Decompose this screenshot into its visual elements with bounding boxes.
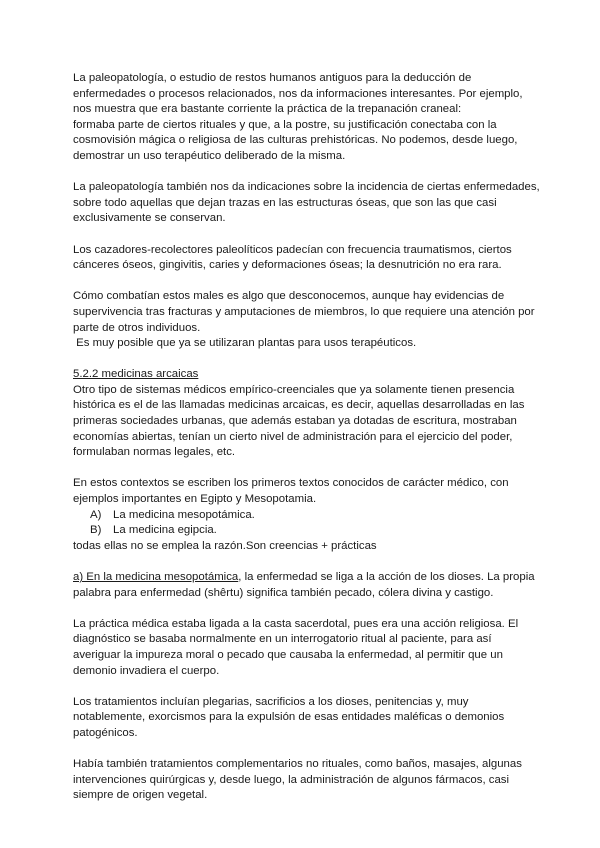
paragraph-contexts (73, 476, 533, 507)
text-line: Cómo combatían estos males es algo que desconocemos, aunque hay evidencias de (73, 290, 505, 303)
text-line: En estos contextos se escriben los primeros textos conocidos de carácter médico, con (73, 477, 509, 490)
list-item (73, 523, 533, 539)
text-line: supervivencia tras fracturas y amputaciones de miembros, lo que requiere una atención por (73, 305, 535, 318)
text-run: , la enfermedad se liga a la acción de los dioses. La propia (238, 571, 535, 583)
paragraph-complementary-treatments (73, 757, 533, 804)
text-line: cánceres óseos, gingivitis, caries y deformaciones óseas; la desnutrición no era rara. (73, 259, 502, 272)
section-heading: 5.2.2 medicinas arcaicas (73, 368, 199, 381)
text-line: La práctica médica estaba ligada a la casta sacerdotal, pues era una acción religiosa. El (73, 617, 519, 630)
document-body (73, 71, 540, 820)
text-line: parte de otros individuos. (73, 321, 201, 334)
list-marker: B) (90, 524, 102, 537)
medicine-list (73, 508, 533, 539)
text-line: todas ellas no se emplea la razón.Son creencias + prácticas (73, 539, 377, 552)
text-line: La paleopatología, o estudio de restos humanos antiguos para la deducción de (73, 72, 472, 84)
paragraph-priest-caste (73, 617, 533, 679)
text-line: sobre todo aquellas que dejan trazas en las estructuras óseas, que son las que casi (73, 196, 497, 209)
text-line: intervenciones quirúrgicas y, desde luego, la administración de algunos fármacos, casi (73, 773, 510, 786)
paragraph-mesopotamian-medicine (73, 570, 533, 601)
text-line: notablemente, exorcismos para la expulsión de esas entidades maléficas o demonios (73, 711, 505, 724)
paragraph-treatments (73, 695, 533, 742)
list-marker: A) (90, 508, 102, 521)
text-line: patogénicos. (73, 726, 138, 739)
text-line (73, 570, 533, 586)
text-line: nos muestra que era bastante corriente la práctica de la trepanación craneal: (73, 103, 462, 116)
text-line: formaba parte de ciertos rituales y que, a la postre, su justificación conectaba con la (73, 118, 497, 131)
list-item (73, 508, 533, 524)
text-line: Otro tipo de sistemas médicos empírico-creenciales que ya solamente tienen presencia (73, 383, 515, 396)
list-item-text: La medicina egipcia. (113, 524, 217, 537)
text-line: averiguar la impureza moral o pecado que causaba la enfermedad, al permitir que un (73, 648, 503, 661)
text-line: siempre de origen vegetal. (73, 789, 208, 802)
section-block (73, 367, 533, 461)
text-line: exclusivamente se conservan. (73, 212, 226, 225)
text-line: Los tratamientos incluían plegarias, sacrificios a los dioses, penitencias y, muy (73, 695, 469, 708)
text-line: Es muy posible que ya se utilizaran plantas para usos terapéuticos. (73, 337, 417, 350)
text-line: enfermedades o procesos relacionados, nos da informaciones interesantes. Por ejemplo, (73, 87, 523, 100)
text-line: demonio invadiera el cuerpo. (73, 664, 220, 677)
paragraph-reason-note (73, 539, 533, 555)
text-line: La paleopatología también nos da indicaciones sobre la incidencia de ciertas enfermedades, (73, 181, 540, 194)
underlined-subheading: a) En la medicina mesopotámica (73, 571, 239, 583)
list-item-text: La medicina mesopotámica. (113, 508, 255, 521)
text-line: demostrar un uso terapéutico deliberado de la misma. (73, 149, 346, 162)
text-line: Había también tratamientos complementarios no rituales, como baños, masajes, algunas (73, 758, 522, 771)
text-line: cosmovisión mágica o religiosa de las culturas prehistóricas. No podemos, desde luego, (73, 134, 518, 147)
text-line: diagnóstico se basaba normalmente en un interrogatorio ritual al paciente, para así (73, 633, 492, 646)
text-line: formulaban normas legales, etc. (73, 446, 236, 459)
text-line: Los cazadores-recolectores paleolíticos padecían con frecuencia traumatismos, ciertos (73, 243, 512, 256)
text-line: palabra para enfermedad (shêrtu) significa también pecado, cólera divina y castigo. (73, 586, 494, 599)
paragraph-paleopathology-intro (73, 71, 533, 165)
text-line: economías abiertas, tenían un cierto nivel de administración para el ejercicio del poder, (73, 430, 513, 443)
paragraph-disease-incidence (73, 180, 540, 227)
paragraph-treatment-unknown (73, 289, 533, 351)
paragraph-hunter-gatherers (73, 243, 533, 274)
text-line: ejemplos importantes en Egipto y Mesopotamia. (73, 493, 317, 506)
text-line: primeras sociedades urbanas, que además estaban ya dotadas de escritura, mostraban (73, 415, 517, 428)
text-line: histórica es el de las llamadas medicinas arcaicas, es decir, aquellas desarrolladas en las (73, 399, 525, 412)
